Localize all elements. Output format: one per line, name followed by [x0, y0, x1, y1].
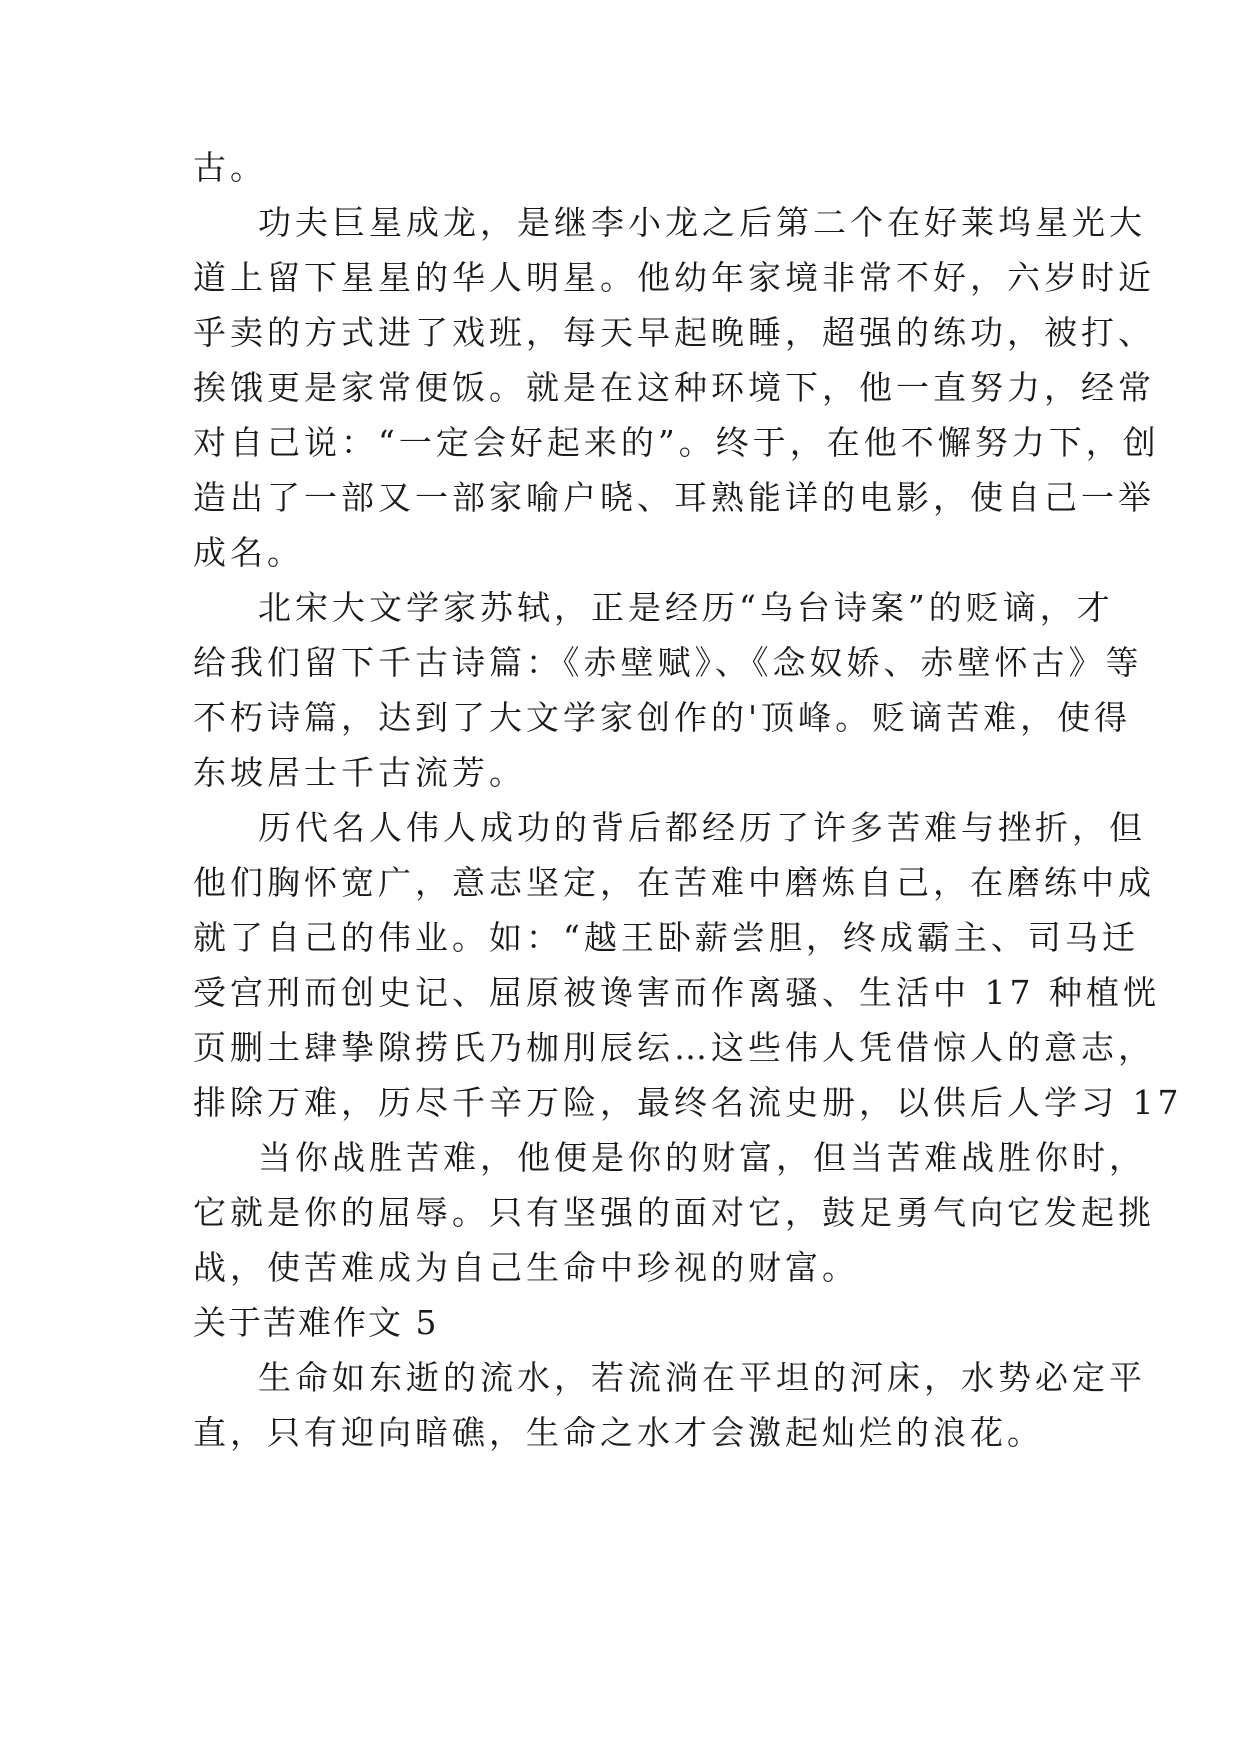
paragraph-start-line: 当你战胜苦难，他便是你的财富，但当苦难战胜你时，	[258, 1138, 1146, 1177]
text-line: 它就是你的屈辱。只有坚强的面对它，鼓足勇气向它发起挑	[193, 1193, 1155, 1232]
paragraph-start-line: 历代名人伟人成功的背后都经历了许多苦难与挫折，但	[258, 808, 1146, 847]
text-line: 不朽诗篇，达到了大文学家创作的'顶峰。贬谪苦难，使得	[193, 698, 1132, 737]
text-line: 古。	[193, 148, 267, 187]
text-line: 他们胸怀宽广，意志坚定，在苦难中磨炼自己，在磨练中成	[193, 863, 1155, 902]
paragraph-start-line: 北宋大文学家苏轼，正是经历“乌台诗案”的贬谪，才	[258, 588, 1114, 627]
text-line: 受宫刑而创史记、屈原被谗害而作离骚、生活中 17 种植恍	[193, 973, 1160, 1012]
text-line: 排除万难，历尽千辛万险，最终名流史册，以供后人学习 17	[193, 1083, 1183, 1122]
paragraph-start-line: 生命如东逝的流水，若流淌在平坦的河床，水势必定平	[258, 1358, 1146, 1397]
text-line: 对自己说：“一定会好起来的”。终于，在他不懈努力下，创	[193, 423, 1160, 462]
text-line: 就了自己的伟业。如：“越王卧薪尝胆，终成霸主、司马迁	[193, 918, 1139, 957]
text-line: 挨饿更是家常便饭。就是在这种环境下，他一直努力，经常	[193, 368, 1155, 407]
text-line: 乎卖的方式进了戏班，每天早起晚睡，超强的练功，被打、	[193, 313, 1155, 352]
section-heading: 关于苦难作文 5	[193, 1303, 439, 1342]
text-line: 页删土肆挚隙捞氏乃枷刖辰纭…这些伟人凭借惊人的意志，	[193, 1028, 1155, 1067]
text-line: 东坡居士千古流芳。	[193, 753, 526, 792]
paragraph-start-line: 功夫巨星成龙，是继李小龙之后第二个在好莱坞星光大	[258, 203, 1146, 242]
text-line: 道上留下星星的华人明星。他幼年家境非常不好，六岁时近	[193, 258, 1155, 297]
text-line: 造出了一部又一部家喻户晓、耳熟能详的电影，使自己一举	[193, 478, 1155, 517]
text-line: 成名。	[193, 533, 304, 572]
text-line: 直，只有迎向暗礁，生命之水才会激起灿烂的浪花。	[193, 1413, 1044, 1452]
text-line: 战，使苦难成为自己生命中珍视的财富。	[193, 1248, 859, 1287]
text-line: 给我们留下千古诗篇：《赤壁赋》、《念奴娇、赤壁怀古》等	[193, 643, 1143, 682]
